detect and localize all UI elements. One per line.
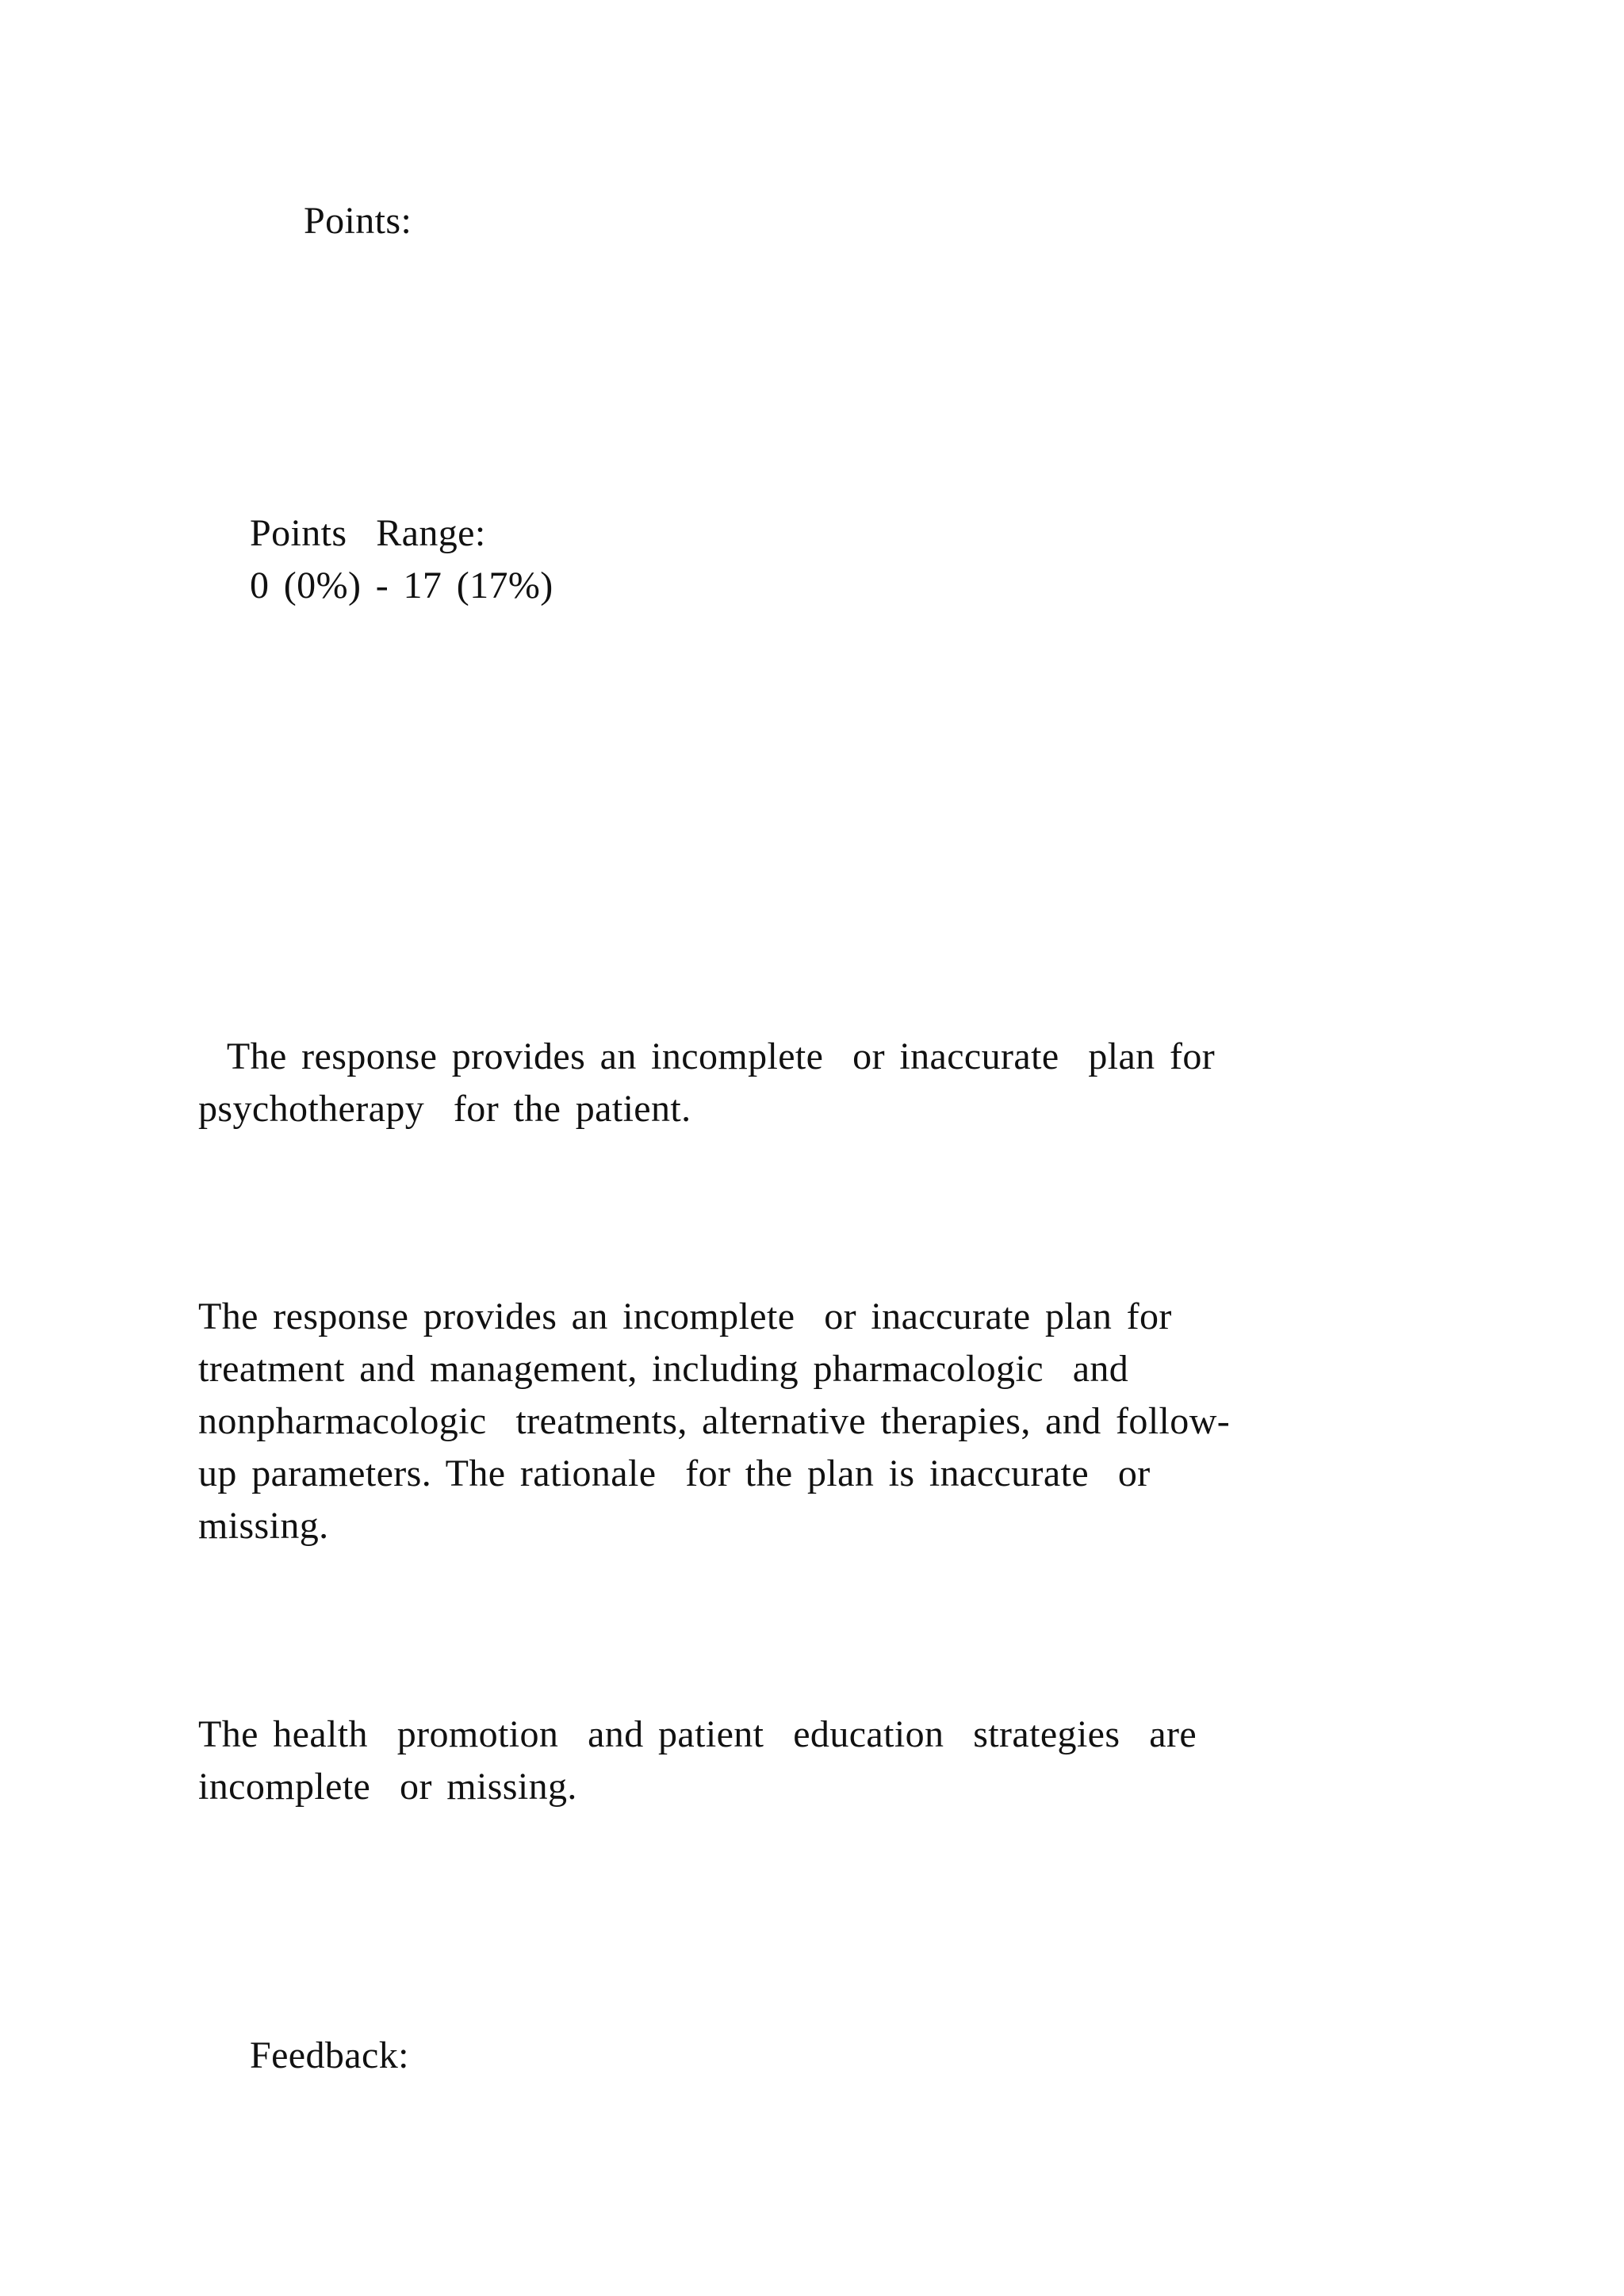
points-range-value: 0 (0%) - 17 (17%) <box>250 564 553 607</box>
points-label: Points: <box>304 200 412 242</box>
criterion-psychotherapy <box>198 1031 1499 1135</box>
criterion-health-promotion <box>198 1709 1499 1813</box>
criterion-line: nonpharmacologic treatments, alternative therapies, and follow- <box>198 1400 1231 1442</box>
criterion-line: The response provides an incomplete or inaccurate plan for <box>198 1295 1172 1337</box>
criterion-line: up parameters. The rationale for the plan is inaccurate or <box>198 1452 1151 1494</box>
criterion-line: missing. <box>198 1505 329 1547</box>
feedback-label: Feedback: <box>250 2034 409 2076</box>
criterion-line: The health promotion and patient education strategies are <box>198 1713 1197 1755</box>
criterion-line: The response provides an incomplete or inaccurate plan for <box>198 1035 1216 1077</box>
criterion-line: psychotherapy for the patient. <box>198 1088 691 1130</box>
points-range-label: Points Range: <box>250 512 486 554</box>
criterion-treatment-plan <box>198 1291 1499 1552</box>
criterion-line: treatment and management, including pharmacologic and <box>198 1348 1129 1390</box>
criterion-line: incomplete or missing. <box>198 1766 577 1808</box>
